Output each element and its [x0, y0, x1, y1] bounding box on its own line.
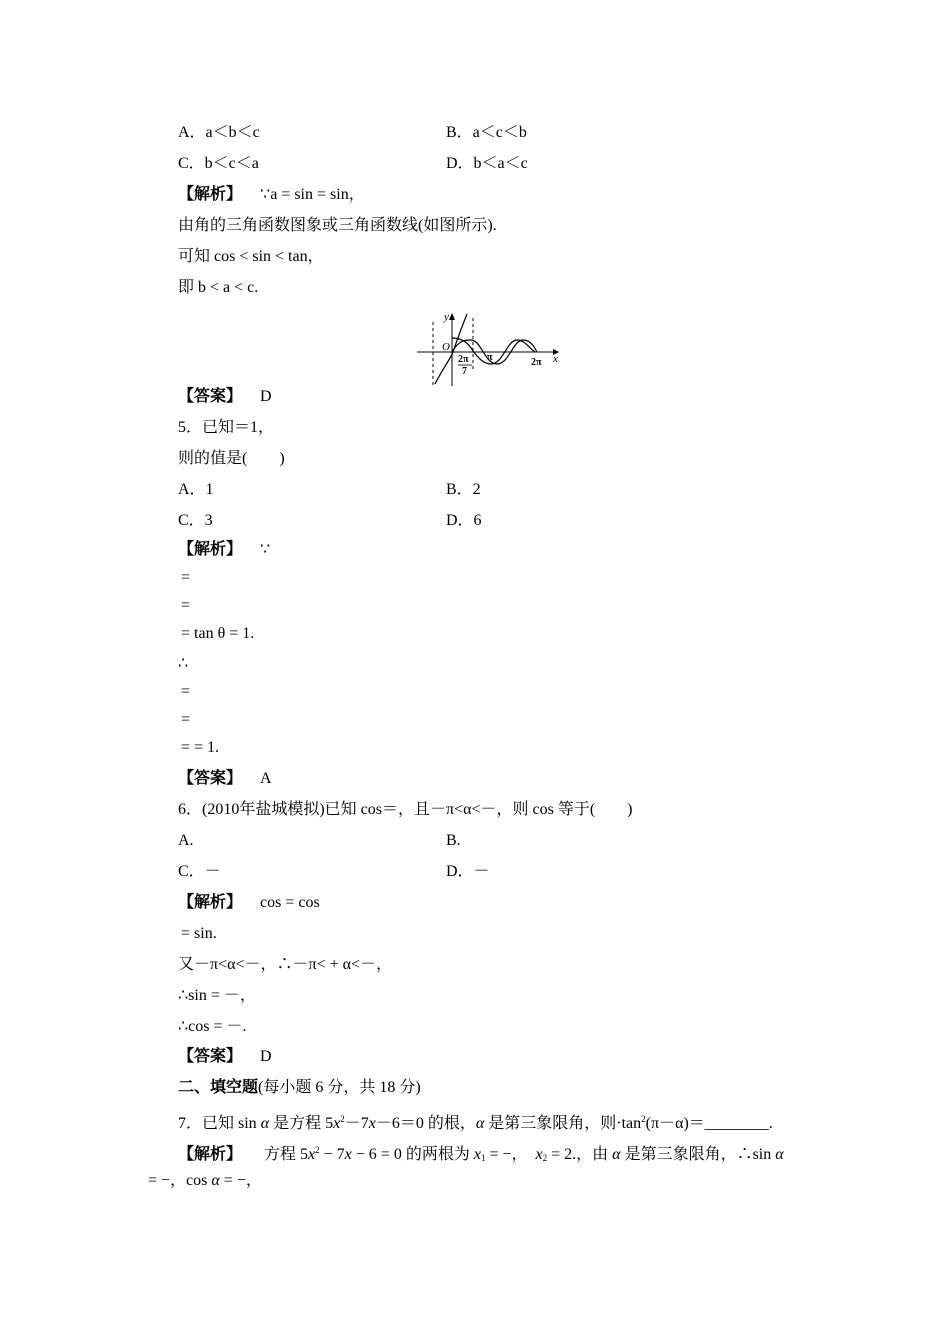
x-axis-label: x [553, 353, 558, 365]
q4-analysis-line-3: 可知 cos < sin < tan， [178, 248, 324, 265]
q6-option-b: B. [446, 832, 461, 849]
q4-answer [178, 387, 272, 407]
q5-step-3: = tan θ = 1. [181, 625, 255, 642]
tick-2pi: 2π [531, 357, 542, 368]
q6-answer-value: D [260, 1048, 272, 1065]
q6-analysis-text: cos = cos [260, 894, 320, 911]
q6-answer [178, 1047, 272, 1067]
section-note: (每小题 6 分，共 18 分) [258, 1079, 421, 1096]
q5-step-6: = [181, 711, 191, 728]
q5-step-7: = = 1. [181, 739, 220, 756]
q4-analysis-line-4: 即 b < a < c. [178, 279, 259, 296]
q4-option-a: A．a＜b＜c [178, 124, 260, 141]
q5-step-1: = [181, 569, 191, 586]
q5-analysis-text: ∵ [260, 541, 271, 558]
answer-label: 【答案】 [178, 770, 243, 787]
q5-option-a: A．1 [178, 481, 214, 498]
q6-stem: 6．(2010年盐城模拟)已知 cos＝，且－π<α<－，则 cos 等于( ) [178, 801, 633, 818]
q5-option-c: C．3 [178, 512, 213, 529]
q7-stem: 7．已知 sin α 是方程 $5x^2-7x-6=0$ 的根，α 是第三象限角，则$\cdot\tan^2(\pi-\alpha)=\_\_\_\_\_\_\_\_$. [178, 1114, 773, 1132]
q5-analysis [178, 540, 270, 560]
q6-analysis [178, 893, 320, 913]
q6-step-4: ∴cos = －. [178, 1018, 247, 1035]
section-heading [178, 1078, 421, 1098]
q5-answer-value: A [260, 770, 272, 787]
q5-question: 则的值是( ) [178, 450, 285, 467]
q4-option-c: C．b＜c＜a [178, 155, 259, 172]
y-axis-arrow [449, 313, 455, 320]
q7-analysis-continued: = −，cos α = −， [148, 1172, 262, 1189]
y-axis-label: y [444, 311, 449, 323]
answer-label: 【答案】 [178, 1048, 243, 1065]
analysis-label: 【解析】 [178, 1146, 243, 1163]
q5-option-d: D．6 [446, 512, 482, 529]
q5-step-5: = [181, 683, 191, 700]
q6-step-1: = sin. [181, 925, 217, 942]
q5-option-b: B．2 [446, 481, 481, 498]
analysis-label: 【解析】 [178, 541, 243, 558]
q4-analysis-line-2: 由角的三角函数图象或三角函数线(如图所示). [178, 217, 497, 234]
q4-answer-value: D [260, 388, 272, 405]
q4-option-b: B．a＜c＜b [446, 124, 527, 141]
q6-step-3: ∴sin = －， [178, 987, 256, 1004]
q6-option-d: D．－ [446, 863, 490, 880]
q5-step-4: ∴ [178, 655, 189, 672]
q6-step-2: 又－π<α<－，∴－π< + α<－， [178, 956, 393, 973]
q4-analysis-text: ∵a = sin = sin， [260, 186, 365, 203]
trig-graph-figure [415, 308, 565, 388]
tick-2pi-7-denominator: 7 [462, 366, 467, 377]
analysis-label: 【解析】 [178, 894, 243, 911]
analysis-label: 【解析】 [178, 186, 243, 203]
answer-label: 【答案】 [178, 388, 243, 405]
q4-option-d: D．b＜a＜c [446, 155, 528, 172]
q5-stem: 5．已知＝1， [178, 419, 275, 436]
q6-option-c: C．－ [178, 863, 221, 880]
origin-label: O [442, 341, 450, 353]
q7-analysis: 【解析】 方程 $5x^2 - 7x - 6 = 0$ 的两根为 $x_1$ = −， $x_2 = 2$.，由 α 是第三象限角，∴sin α [178, 1145, 784, 1163]
q5-step-2: = [181, 597, 191, 614]
tick-2pi-7-numerator: 2π [458, 354, 469, 365]
section-title: 二、填空题 [178, 1079, 259, 1096]
q5-answer [178, 769, 272, 789]
tick-pi: π [487, 352, 493, 363]
q4-analysis [178, 185, 365, 205]
q6-option-a: A. [178, 832, 194, 849]
